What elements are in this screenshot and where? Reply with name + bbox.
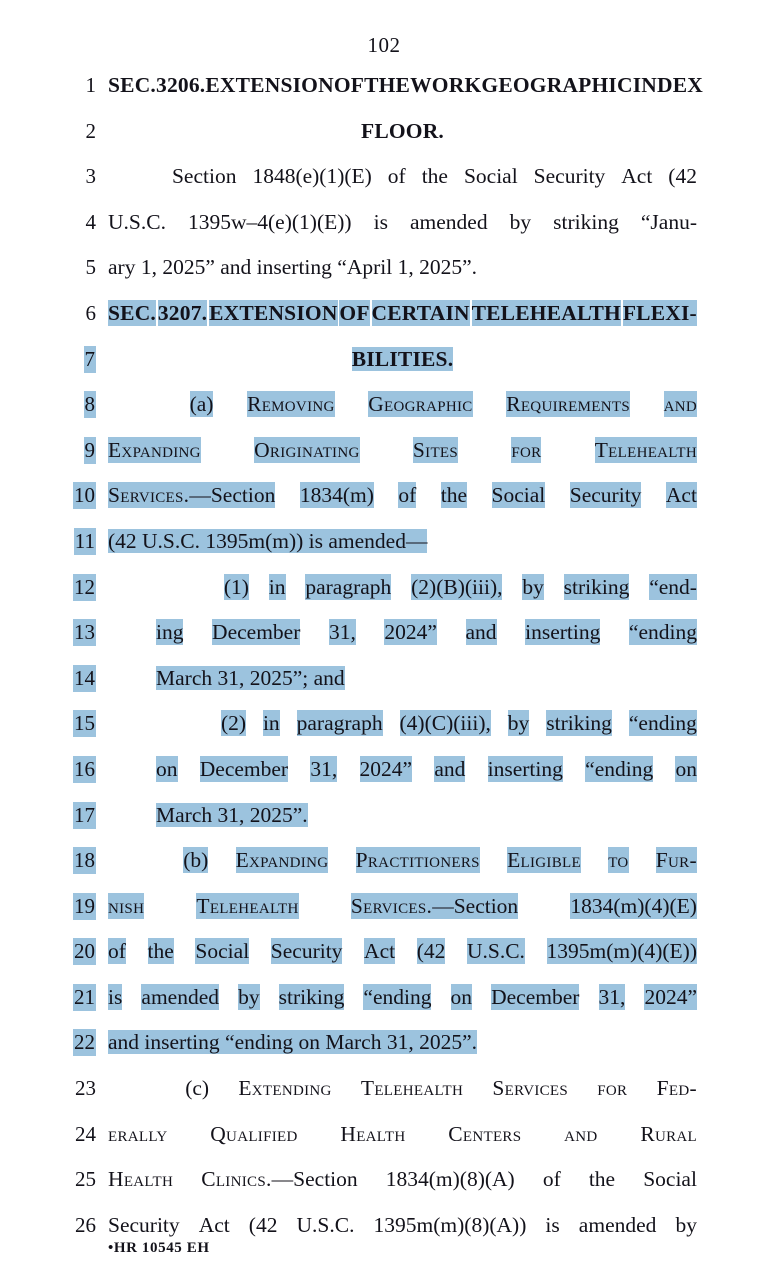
bill-word: Expanding	[235, 848, 329, 873]
bill-word: striking	[553, 209, 619, 234]
bill-word: 3207.	[157, 300, 208, 325]
bill-word: ing	[156, 620, 184, 645]
bill-line	[0, 1113, 768, 1159]
bill-word: amended	[578, 1212, 657, 1237]
bill-word: Practitioners	[355, 848, 480, 873]
bill-line-text	[108, 437, 697, 463]
bill-word: Clinics.	[201, 1167, 272, 1192]
line-number: 13	[74, 620, 95, 645]
bill-word: inserting	[487, 756, 563, 781]
bill-word: in	[262, 711, 280, 736]
bill-line	[0, 338, 768, 384]
bill-line-text	[108, 1212, 697, 1238]
bill-line	[0, 201, 768, 247]
bill-word: Act	[364, 939, 396, 964]
bill-word: “end-	[649, 574, 697, 599]
bill-word: is	[373, 209, 388, 234]
bill-word: Originating	[254, 437, 360, 462]
paragraph-indent	[108, 391, 156, 417]
bill-word: March 31, 2025”.	[156, 802, 308, 827]
bill-word: TELEHEALTH	[471, 300, 621, 325]
bill-word: the	[588, 1167, 616, 1192]
bill-word: FLOOR.	[360, 118, 445, 143]
bill-line-text	[156, 665, 697, 691]
bill-word: “ending	[585, 756, 654, 781]
bill-line	[0, 246, 768, 292]
line-number: 25	[75, 1167, 96, 1192]
bill-word: Telehealth	[360, 1076, 464, 1101]
bill-line	[0, 794, 768, 840]
bill-word: and inserting “ending on March 31, 2025”.	[108, 1030, 477, 1055]
bill-word: THE	[364, 73, 411, 97]
bill-word: CERTAIN	[371, 300, 470, 325]
bill-word: to	[608, 848, 629, 873]
bill-word: erally	[108, 1121, 168, 1146]
bill-word: —Section	[271, 1167, 358, 1192]
bill-line	[0, 930, 768, 976]
bill-word: the	[147, 939, 174, 964]
bill-line	[0, 748, 768, 794]
bill-word: (c)	[185, 1076, 210, 1101]
bill-word: on	[156, 756, 178, 781]
page-footer	[108, 1240, 210, 1257]
line-number: 6	[85, 300, 96, 325]
bill-word: OF	[333, 73, 365, 97]
bill-word: Act	[621, 164, 653, 189]
bill-word: on	[675, 756, 697, 781]
line-number: 1	[85, 73, 96, 97]
bill-word: by	[238, 984, 260, 1009]
bill-word: and	[663, 392, 697, 417]
bill-word: in	[268, 574, 286, 599]
bill-word: Geographic	[368, 392, 473, 417]
bill-word: for	[511, 437, 542, 462]
bill-line	[0, 520, 768, 566]
bill-word: by	[675, 1212, 697, 1237]
bill-line	[0, 110, 768, 156]
bill-line	[0, 885, 768, 931]
bill-word: 31,	[310, 756, 338, 781]
bill-word: Social	[463, 164, 518, 189]
bill-line-text	[156, 756, 697, 782]
bill-word: 1834(m)(4)(E)	[570, 893, 697, 918]
line-number: 21	[74, 984, 95, 1009]
line-number: 22	[74, 1030, 95, 1055]
bill-word: 1395m(m)(4)(E))	[546, 939, 697, 964]
bill-line-text	[108, 163, 697, 189]
bill-line	[0, 292, 768, 338]
bill-line	[0, 566, 768, 612]
line-number: 18	[74, 848, 95, 873]
bill-word: INDEX	[632, 73, 704, 97]
bill-word: EXTENSION	[209, 300, 338, 325]
bill-word: December	[199, 756, 289, 781]
bill-word: Security	[270, 939, 343, 964]
bill-word: OF	[339, 300, 370, 325]
bill-word: Services	[492, 1076, 569, 1101]
bill-word: for	[597, 1076, 628, 1101]
bill-line	[0, 976, 768, 1022]
bill-word: Centers	[448, 1121, 522, 1146]
bill-word: “Janu-	[640, 209, 697, 234]
line-number: 17	[74, 802, 95, 827]
bill-word: Section	[171, 164, 237, 189]
bill-word: (42	[416, 939, 446, 964]
bill-word: Sites	[412, 437, 459, 462]
bill-word: Services.	[350, 893, 433, 918]
bill-line	[0, 383, 768, 429]
bill-line	[0, 839, 768, 885]
bill-word: Fur-	[655, 848, 697, 873]
bill-line-text	[156, 619, 697, 645]
bill-word: Removing	[247, 392, 335, 417]
bill-word: is	[545, 1212, 560, 1237]
bill-word: (1)	[223, 574, 249, 599]
bill-line	[0, 1021, 768, 1067]
bill-line-text	[108, 72, 704, 98]
bill-line-text	[108, 391, 697, 417]
bill-word: Expanding	[108, 437, 201, 462]
bill-word: striking	[278, 984, 345, 1009]
bill-word: EXTENSION	[205, 73, 334, 97]
bill-word: “ending	[628, 620, 697, 645]
bill-word: Security	[108, 1212, 180, 1237]
bill-word: of	[542, 1167, 561, 1192]
bill-line	[0, 657, 768, 703]
bill-line-text	[108, 209, 697, 235]
bill-word: inserting	[525, 620, 601, 645]
bill-word: (42	[248, 1212, 278, 1237]
line-number: 11	[74, 528, 95, 553]
bill-word: Social	[643, 1167, 697, 1192]
bill-word: GEOGRAPHIC	[481, 73, 633, 97]
bill-line-text	[108, 528, 697, 554]
bill-line	[0, 702, 768, 748]
bill-word: (42 U.S.C. 1395m(m)) is amended—	[108, 528, 428, 553]
bill-word: 31,	[328, 620, 356, 645]
bill-word: amended	[141, 984, 220, 1009]
page-number: 102	[367, 33, 401, 57]
bill-word: ary 1, 2025” and inserting “April 1, 2025”.	[108, 255, 477, 280]
bill-word: by	[509, 209, 532, 234]
bill-line	[0, 1067, 768, 1113]
bill-word: (a)	[189, 392, 214, 417]
bill-line-text	[108, 346, 697, 372]
paragraph-indent	[156, 710, 204, 736]
bill-word: by	[507, 711, 530, 736]
bill-line	[0, 1158, 768, 1204]
bill-word: of	[108, 939, 126, 964]
bill-word: Social	[195, 939, 250, 964]
bill-word-group	[201, 1166, 357, 1192]
bill-line-text	[108, 1166, 697, 1192]
bill-word-group	[108, 482, 275, 508]
bill-word: on	[450, 984, 473, 1009]
line-number: 7	[84, 346, 95, 371]
bill-word: WORK	[410, 73, 482, 97]
bill-word: Qualified	[210, 1121, 298, 1146]
bill-word: March 31, 2025”; and	[156, 665, 345, 690]
line-number: 8	[84, 392, 95, 417]
bill-word: U.S.C.	[466, 939, 525, 964]
bill-word: 31,	[598, 984, 626, 1009]
bill-line-text	[108, 984, 697, 1010]
bill-word: “ending	[363, 984, 432, 1009]
bill-word: striking	[563, 574, 630, 599]
bill-word: (42	[668, 164, 697, 189]
bill-word: and	[434, 756, 466, 781]
bill-word: Rural	[640, 1121, 697, 1146]
bill-line-text	[156, 802, 697, 828]
bill-line-text	[108, 300, 697, 326]
bill-word: is	[108, 984, 123, 1009]
bill-word: striking	[546, 711, 612, 736]
bill-word: the	[421, 164, 448, 189]
bill-word: 2024”	[359, 756, 413, 781]
bill-word: Extending	[238, 1076, 332, 1101]
bill-word: Telehealth	[196, 893, 299, 918]
bill-word: Act	[198, 1212, 230, 1237]
bill-word: and	[564, 1121, 598, 1146]
bill-word: Security	[569, 483, 642, 508]
bill-line-text	[108, 893, 697, 919]
bill-line-text	[108, 482, 697, 508]
bill-word: Telehealth	[594, 437, 697, 462]
bill-word: (2)(B)(iii),	[411, 574, 503, 599]
line-number: 10	[74, 483, 95, 508]
paragraph-indent	[108, 1075, 156, 1101]
bill-word: Services.	[108, 483, 190, 508]
bill-word: Social	[491, 483, 546, 508]
bill-line-text	[108, 938, 697, 964]
line-number: 9	[84, 437, 95, 462]
bill-word: the	[440, 483, 468, 508]
bill-line-text	[108, 254, 697, 280]
bill-line	[0, 64, 768, 110]
bill-word: Eligible	[507, 848, 581, 873]
line-number: 5	[85, 255, 96, 280]
bill-word: December	[212, 620, 301, 645]
paragraph-indent	[156, 574, 204, 600]
bill-word: U.S.C.	[108, 209, 166, 234]
bill-word: 1834(m)	[299, 483, 374, 508]
bill-word: “ending	[628, 711, 697, 736]
bill-word: amended	[409, 209, 488, 234]
footer-label: •HR 10545 EH	[108, 1240, 210, 1256]
bill-line-text	[156, 710, 697, 736]
bill-line-text	[108, 118, 697, 144]
bill-line-text	[108, 1075, 697, 1101]
bill-line-text	[108, 847, 697, 873]
bill-word: December	[491, 984, 580, 1009]
bill-line-text	[108, 1029, 697, 1055]
line-number: 3	[85, 164, 96, 189]
bill-line-text	[156, 574, 697, 600]
bill-word: of	[387, 164, 406, 189]
line-number: 23	[75, 1076, 96, 1101]
line-number: 4	[85, 209, 96, 234]
bill-word: FLEXI-	[622, 300, 697, 325]
line-number: 15	[74, 711, 95, 736]
bill-word: —Section	[432, 893, 519, 918]
bill-word: 1848(e)(1)(E)	[252, 164, 372, 189]
paragraph-indent	[108, 163, 156, 189]
line-number: 24	[75, 1121, 96, 1146]
bill-line-text	[108, 1121, 697, 1147]
line-number: 20	[74, 939, 95, 964]
bill-word: (2)	[220, 711, 247, 736]
bill-word: Act	[665, 483, 697, 508]
bill-word: —Section	[189, 483, 276, 508]
bill-word: (b)	[183, 848, 209, 873]
bill-word: Requirements	[506, 392, 630, 417]
bill-word: paragraph	[305, 574, 392, 599]
bill-word: Security	[533, 164, 606, 189]
bill-line	[0, 611, 768, 657]
bill-word: paragraph	[296, 711, 383, 736]
line-number: 26	[75, 1212, 96, 1237]
bill-word: (4)(C)(iii),	[399, 711, 491, 736]
bill-word: 1395w–4(e)(1)(E))	[187, 209, 352, 234]
bill-word: 2024”	[384, 620, 437, 645]
paragraph-indent	[108, 847, 156, 873]
bill-word: U.S.C.	[296, 1212, 355, 1237]
bill-word: BILITIES.	[351, 346, 454, 371]
bill-word: SEC.	[108, 300, 156, 325]
bill-word: 1395m(m)(8)(A))	[373, 1212, 527, 1237]
line-number: 2	[85, 118, 96, 143]
bill-line	[0, 155, 768, 201]
bill-word: and	[465, 620, 497, 645]
line-number: 19	[74, 893, 95, 918]
bill-text-body	[0, 64, 768, 1249]
bill-word: SEC.	[108, 73, 156, 97]
bill-line	[0, 429, 768, 475]
bill-word: nish	[108, 893, 145, 918]
bill-word-group	[351, 893, 518, 919]
bill-word: Health	[108, 1167, 174, 1192]
line-number: 14	[74, 665, 95, 690]
bill-word: by	[522, 574, 544, 599]
bill-line	[0, 474, 768, 520]
bill-word: 2024”	[644, 984, 697, 1009]
bill-word: Fed-	[656, 1076, 697, 1101]
bill-word: 3206.	[156, 73, 206, 97]
bill-word: of	[398, 483, 417, 508]
bill-word: Health	[340, 1121, 406, 1146]
line-number: 12	[74, 574, 95, 599]
bill-word: 1834(m)(8)(A)	[385, 1167, 515, 1192]
line-number: 16	[74, 756, 95, 781]
